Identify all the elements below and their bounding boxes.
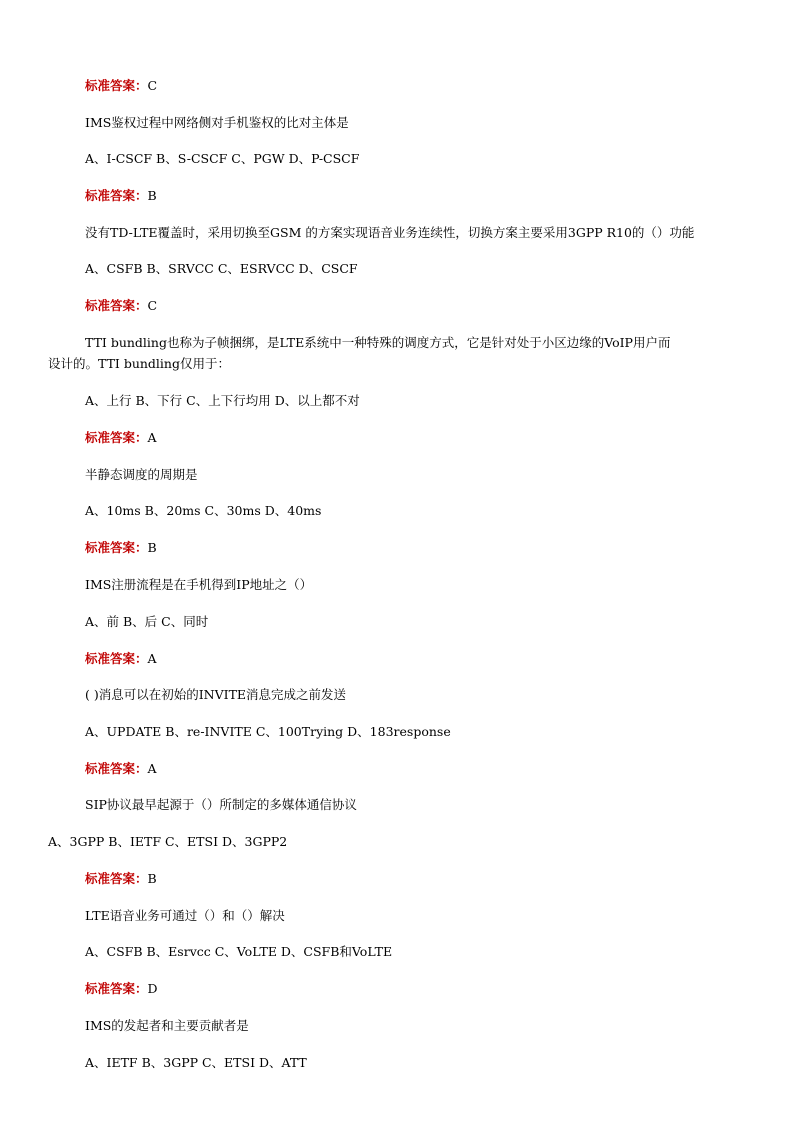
question-options: A、UPDATE B、re-INVITE C、100Trying D、183response (85, 724, 451, 739)
answer-label: 标准答案： (85, 540, 148, 555)
question-text: SIP协议最早起源于（）所制定的多媒体通信协议 (85, 797, 357, 812)
question-options: A、10ms B、20ms C、30ms D、40ms (85, 503, 322, 518)
standard-answer (85, 78, 157, 94)
answer-value: A (147, 651, 157, 666)
question-options: A、CSFB B、SRVCC C、ESRVCC D、CSCF (85, 261, 358, 276)
answer-label: 标准答案： (85, 298, 148, 313)
standard-answer (85, 188, 157, 204)
standard-answer (85, 871, 157, 887)
question-text-line-1: TTI bundling也称为子帧捆绑，是LTE系统中一种特殊的调度方式，它是针对处于小区边缘的VoIP用户而 (85, 335, 671, 350)
question-text-line-2: 设计的。TTI bundling仅用于： (48, 356, 230, 371)
question-text: 半静态调度的周期是 (85, 467, 198, 482)
answer-value: A (147, 430, 157, 445)
question-text: IMS的发起者和主要贡献者是 (85, 1018, 249, 1033)
answer-label: 标准答案： (85, 761, 148, 776)
answer-value: C (147, 78, 158, 93)
question-text: ( )消息可以在初始的INVITE消息完成之前发送 (85, 687, 347, 702)
question-text: IMS鉴权过程中网络侧对手机鉴权的比对主体是 (85, 115, 349, 130)
standard-answer (85, 540, 157, 556)
question-options: A、I-CSCF B、S-CSCF C、PGW D、P-CSCF (85, 151, 360, 166)
answer-label: 标准答案： (85, 430, 148, 445)
standard-answer (85, 761, 157, 777)
answer-value: A (147, 761, 157, 776)
standard-answer (85, 298, 157, 314)
answer-value: B (147, 540, 157, 555)
answer-value: B (147, 871, 157, 886)
question-text: LTE语音业务可通过（）和（）解决 (85, 908, 285, 923)
standard-answer (85, 981, 158, 997)
answer-label: 标准答案： (85, 78, 148, 93)
question-options: A、上行 B、下行 C、上下行均用 D、以上都不对 (85, 393, 360, 408)
standard-answer (85, 430, 157, 446)
question-options: A、CSFB B、Esrvcc C、VoLTE D、CSFB和VoLTE (85, 944, 393, 959)
answer-value: C (147, 298, 158, 313)
question-text: 没有TD-LTE覆盖时，采用切换至GSM 的方案实现语音业务连续性，切换方案主要采用3GPP R10的（）功能 (85, 225, 695, 240)
question-text: IMS注册流程是在手机得到IP地址之（） (85, 577, 313, 592)
question-options: A、前 B、后 C、同时 (85, 614, 209, 629)
answer-label: 标准答案： (85, 188, 148, 203)
answer-value: B (147, 188, 157, 203)
answer-label: 标准答案： (85, 871, 148, 886)
question-options: A、3GPP B、IETF C、ETSI D、3GPP2 (48, 834, 288, 849)
answer-label: 标准答案： (85, 651, 148, 666)
standard-answer (85, 651, 157, 667)
answer-label: 标准答案： (85, 981, 148, 996)
question-options: A、IETF B、3GPP C、ETSI D、ATT (85, 1055, 307, 1070)
answer-value: D (147, 981, 158, 996)
